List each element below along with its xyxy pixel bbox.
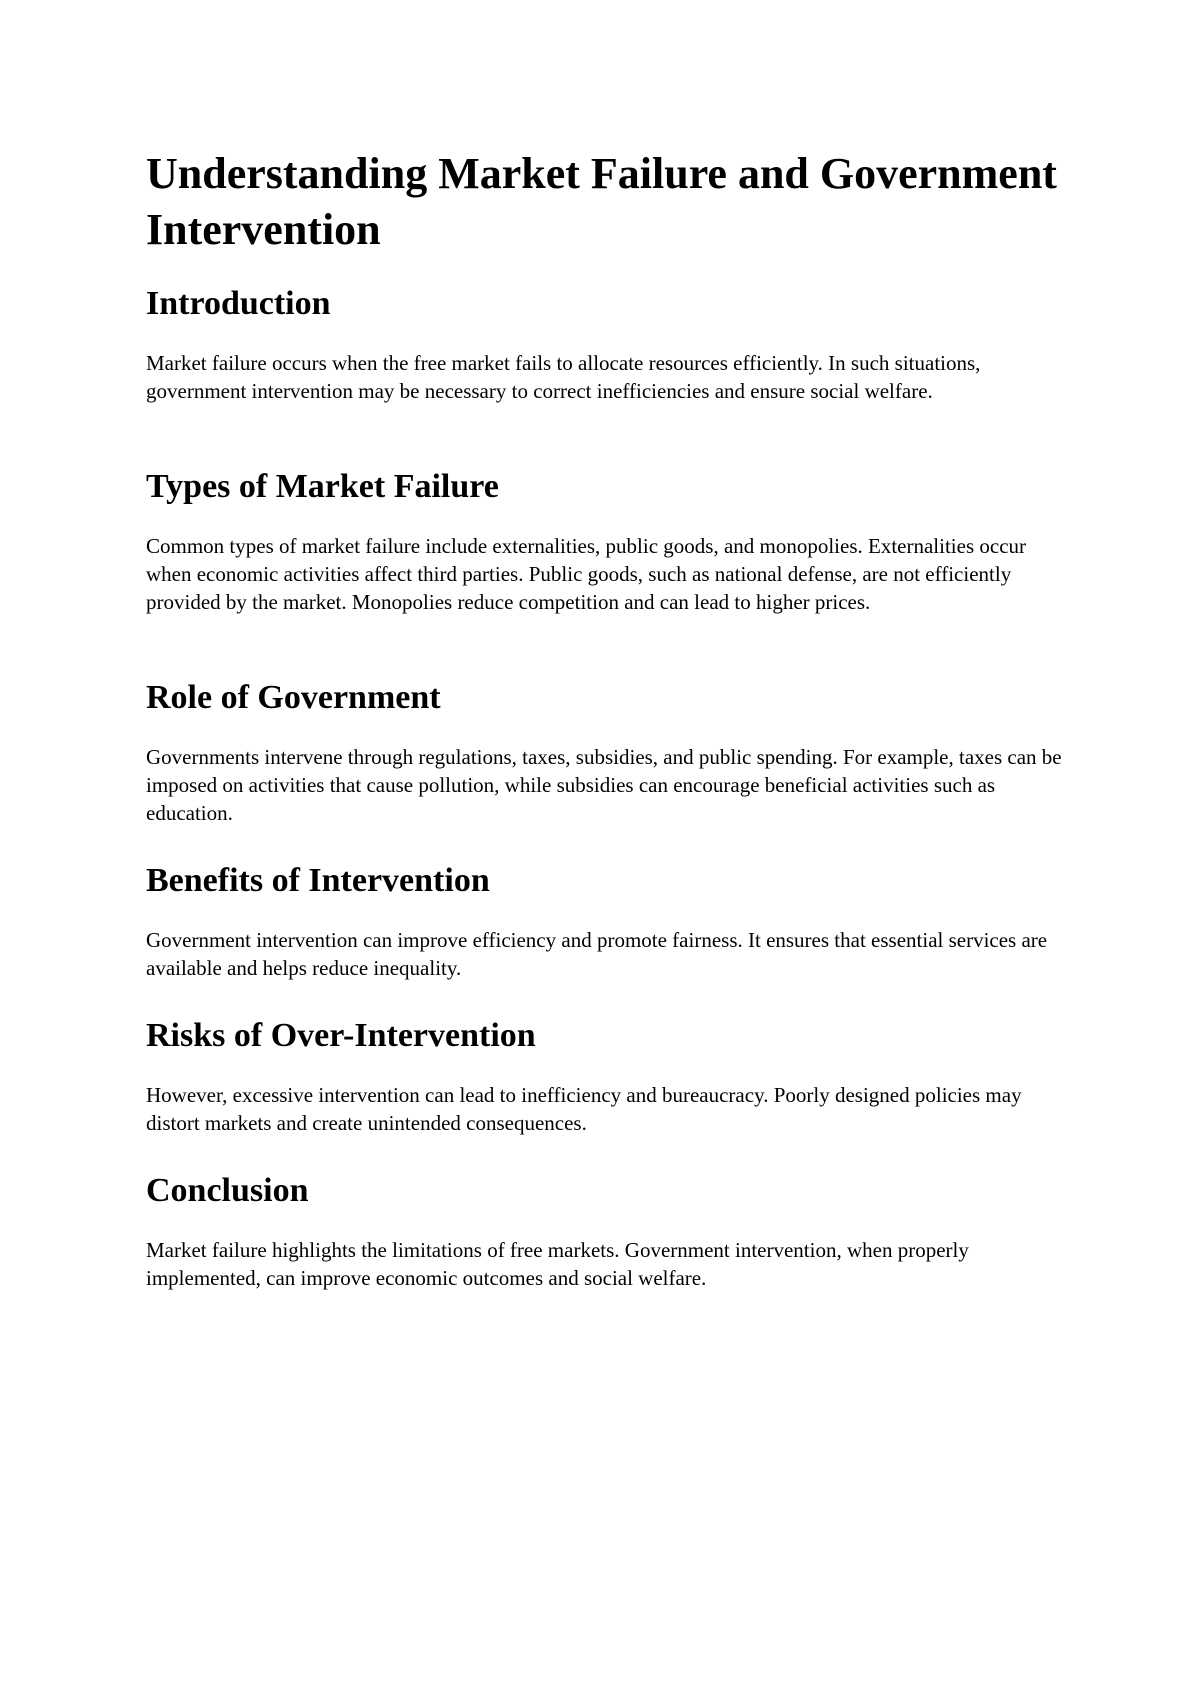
section-heading: Role of Government bbox=[146, 679, 441, 716]
document-page bbox=[146, 146, 1066, 1290]
section-body: Common types of market failure include externalities, public goods, and monopolies. Externalities occur when economic activities affect third parties. Public goods, such as national defense, are not efficiently provided by the market. Monopolies reduce competition and can lead to higher prices. bbox=[146, 534, 1027, 614]
section-body: Market failure highlights the limitations of free markets. Government intervention, when properly implemented, can improve economic outcomes and social welfare. bbox=[146, 1238, 969, 1290]
document-title: Understanding Market Failure and Government Intervention bbox=[146, 149, 1057, 254]
section-body: Governments intervene through regulations, taxes, subsidies, and public spending. For example, taxes can be imposed on activities that cause pollution, while subsidies can encourage beneficial activities such as education. bbox=[146, 745, 1062, 825]
section-heading: Risks of Over-Intervention bbox=[146, 1017, 536, 1054]
section-types-of-market-failure bbox=[146, 467, 1066, 616]
section-body: However, excessive intervention can lead to inefficiency and bureaucracy. Poorly designed policies may distort markets and create unintended consequences. bbox=[146, 1083, 1022, 1135]
section-benefits-of-intervention bbox=[146, 861, 1066, 982]
section-heading: Benefits of Intervention bbox=[146, 862, 490, 899]
section-risks-of-over-intervention bbox=[146, 1016, 1066, 1137]
section-heading: Types of Market Failure bbox=[146, 468, 499, 505]
section-body: Government intervention can improve efficiency and promote fairness. It ensures that essential services are available and helps reduce inequality. bbox=[146, 928, 1048, 980]
section-body: Market failure occurs when the free market fails to allocate resources efficiently. In such situations, government intervention may be necessary to correct inefficiencies and ensure social welfare. bbox=[146, 351, 981, 403]
section-conclusion bbox=[146, 1171, 1066, 1292]
section-introduction bbox=[146, 284, 1066, 405]
section-heading: Introduction bbox=[146, 285, 331, 322]
section-heading: Conclusion bbox=[146, 1172, 309, 1209]
section-role-of-government bbox=[146, 678, 1066, 827]
